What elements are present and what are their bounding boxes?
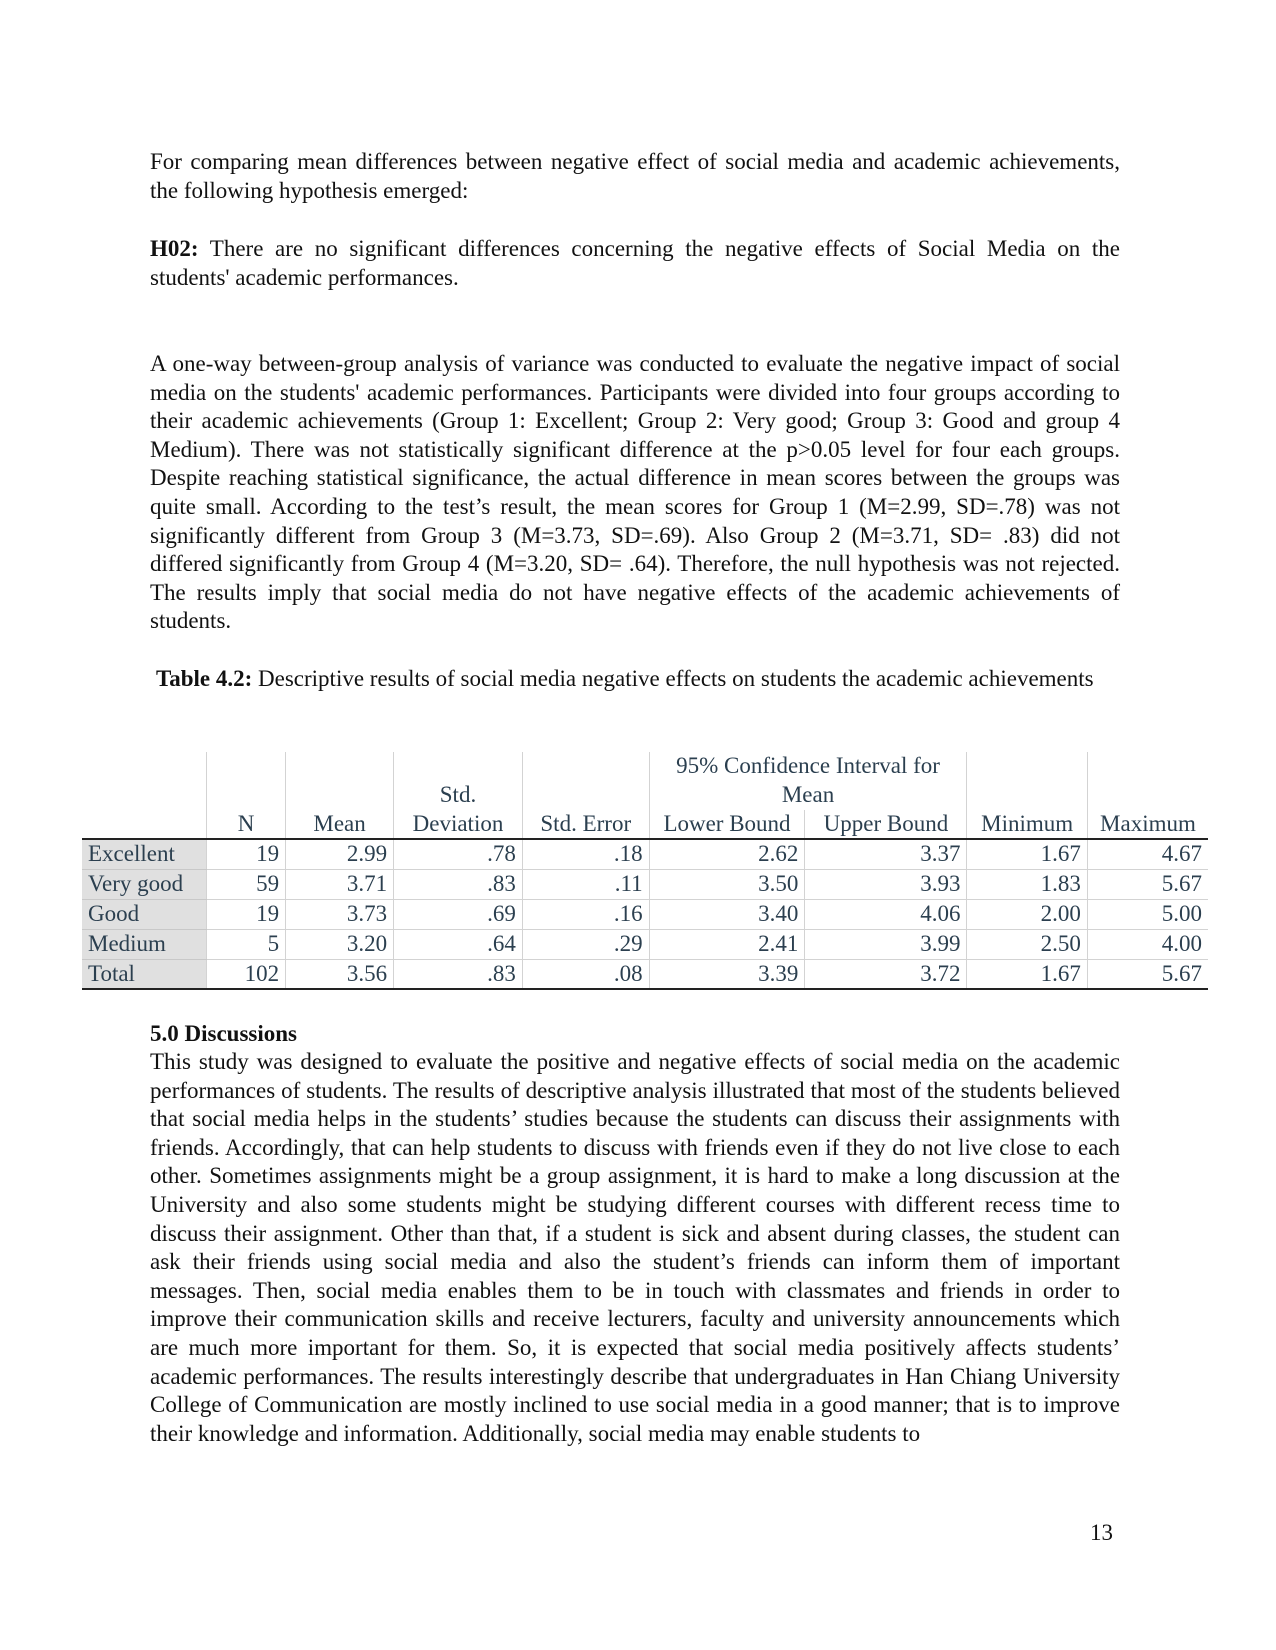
- table-cell: 5: [207, 929, 286, 959]
- table-cell: .83: [394, 959, 523, 989]
- descriptives-table: [82, 752, 1208, 990]
- table-cell: 3.50: [649, 870, 805, 900]
- table-cell: 102: [207, 959, 286, 989]
- table-cell: 3.20: [286, 929, 394, 959]
- table-cell: 19: [207, 839, 286, 869]
- table-caption-text: Descriptive results of social media negative effects on students the academic achievements: [252, 666, 1094, 691]
- table-cell: 3.72: [805, 959, 967, 989]
- table-cell: .16: [522, 899, 649, 929]
- hypothesis-paragraph: [150, 235, 1120, 292]
- table-row: [82, 839, 1208, 869]
- table-cell: 3.37: [805, 839, 967, 869]
- discussion-heading: 5.0 Discussions: [150, 1021, 297, 1046]
- table-cell: .83: [394, 870, 523, 900]
- table-cell: 3.39: [649, 959, 805, 989]
- ci-mean-header: Mean: [649, 781, 967, 810]
- table-cell: 5.67: [1087, 959, 1208, 989]
- column-header: Maximum: [1087, 810, 1208, 840]
- table-cell: 3.40: [649, 899, 805, 929]
- table-caption: [156, 665, 1114, 694]
- table-cell: 2.50: [967, 929, 1087, 959]
- table-cell: 2.00: [967, 899, 1087, 929]
- ci-header: 95% Confidence Interval for: [649, 752, 967, 781]
- table-row: [82, 870, 1208, 900]
- row-label: Excellent: [82, 839, 207, 869]
- table-cell: 3.71: [286, 870, 394, 900]
- table-cell: 2.62: [649, 839, 805, 869]
- table-cell: .08: [522, 959, 649, 989]
- hypothesis-text: There are no significant differences concerning the negative effects of Social Media on the students' academic performances.: [150, 236, 1120, 290]
- table-cell: 3.56: [286, 959, 394, 989]
- table-caption-label: Table 4.2:: [156, 666, 253, 691]
- table-cell: 1.83: [967, 870, 1087, 900]
- table-cell: 3.73: [286, 899, 394, 929]
- table-cell: 59: [207, 870, 286, 900]
- row-label: Medium: [82, 929, 207, 959]
- table-row: [82, 929, 1208, 959]
- page-number: 13: [1090, 1520, 1113, 1545]
- row-label: Total: [82, 959, 207, 989]
- hypothesis-label: H02:: [150, 236, 199, 261]
- table-cell: .64: [394, 929, 523, 959]
- table-cell: 4.67: [1087, 839, 1208, 869]
- table-cell: 3.99: [805, 929, 967, 959]
- discussion-paragraph: This study was designed to evaluate the positive and negative effects of social media on the academic performances of students. The results of descriptive analysis illustrated that most of the students believed that social media helps in the students’ studies because the students can discuss their assignments with friends. Accordingly, that can help students to discuss with friends even if they do not live close to each other. Sometimes assignments might be a group assignment, it is hard to make a long discussion at the University and also some students might be studying different courses with different recess time to discuss their assignment. Other than that, if a student is sick and absent during classes, the student can ask their friends using social media and also the student’s friends can inform them of important messages. Then, social media enables them to be in touch with classmates and friends in order to improve their communication skills and receive lecturers, faculty and university announcements which are much more important for them. So, it is expected that social media positively affects students’ academic performances. The results interestingly describe that undergraduates in Han Chiang University College of Communication are mostly inclined to use social media in a good manner; that is to improve their knowledge and information. Additionally, social media may enable students to: [150, 1049, 1120, 1446]
- table-row: [82, 899, 1208, 929]
- anova-paragraph: A one-way between-group analysis of variance was conducted to evaluate the negative impact of social media on the students' academic performances. Participants were divided into four groups according to their academic achievements (Group 1: Excellent; Group 2: Very good; Group 3: Good and group 4 Medium). There was not statistically significant difference at the p>0.05 level for four each groups. Despite reaching statistical significance, the actual difference in mean scores between the groups was quite small. According to the test’s result, the mean scores for Group 1 (M=2.99, SD=.78) was not significantly different from Group 3 (M=3.73, SD=.69). Also Group 2 (M=3.71, SD= .83) did not differed significantly from Group 4 (M=3.20, SD= .64). Therefore, the null hypothesis was not rejected. The results imply that social media do not have negative effects of the academic achievements of students.: [150, 351, 1120, 634]
- column-header: Lower Bound: [649, 810, 805, 840]
- table-cell: 2.41: [649, 929, 805, 959]
- column-header: N: [207, 810, 286, 840]
- table-cell: 4.00: [1087, 929, 1208, 959]
- row-label: Good: [82, 899, 207, 929]
- table-cell: .18: [522, 839, 649, 869]
- column-header: Mean: [286, 810, 394, 840]
- table-cell: .69: [394, 899, 523, 929]
- table-cell: 1.67: [967, 959, 1087, 989]
- table-cell: 3.93: [805, 870, 967, 900]
- table-cell: 2.99: [286, 839, 394, 869]
- column-header: Upper Bound: [805, 810, 967, 840]
- table-cell: .11: [522, 870, 649, 900]
- table-cell: 5.67: [1087, 870, 1208, 900]
- table-cell: 4.06: [805, 899, 967, 929]
- column-header: Deviation: [394, 810, 523, 840]
- column-header: Std. Error: [522, 810, 649, 840]
- row-label: Very good: [82, 870, 207, 900]
- table-row: [82, 959, 1208, 989]
- std-header: Std.: [394, 781, 523, 810]
- table-cell: 19: [207, 899, 286, 929]
- intro-paragraph: For comparing mean differences between negative effect of social media and academic achievements, the following hypothesis emerged:: [150, 149, 1120, 203]
- column-header: Minimum: [967, 810, 1087, 840]
- table-cell: 1.67: [967, 839, 1087, 869]
- table-cell: .78: [394, 839, 523, 869]
- table-cell: 5.00: [1087, 899, 1208, 929]
- table-cell: .29: [522, 929, 649, 959]
